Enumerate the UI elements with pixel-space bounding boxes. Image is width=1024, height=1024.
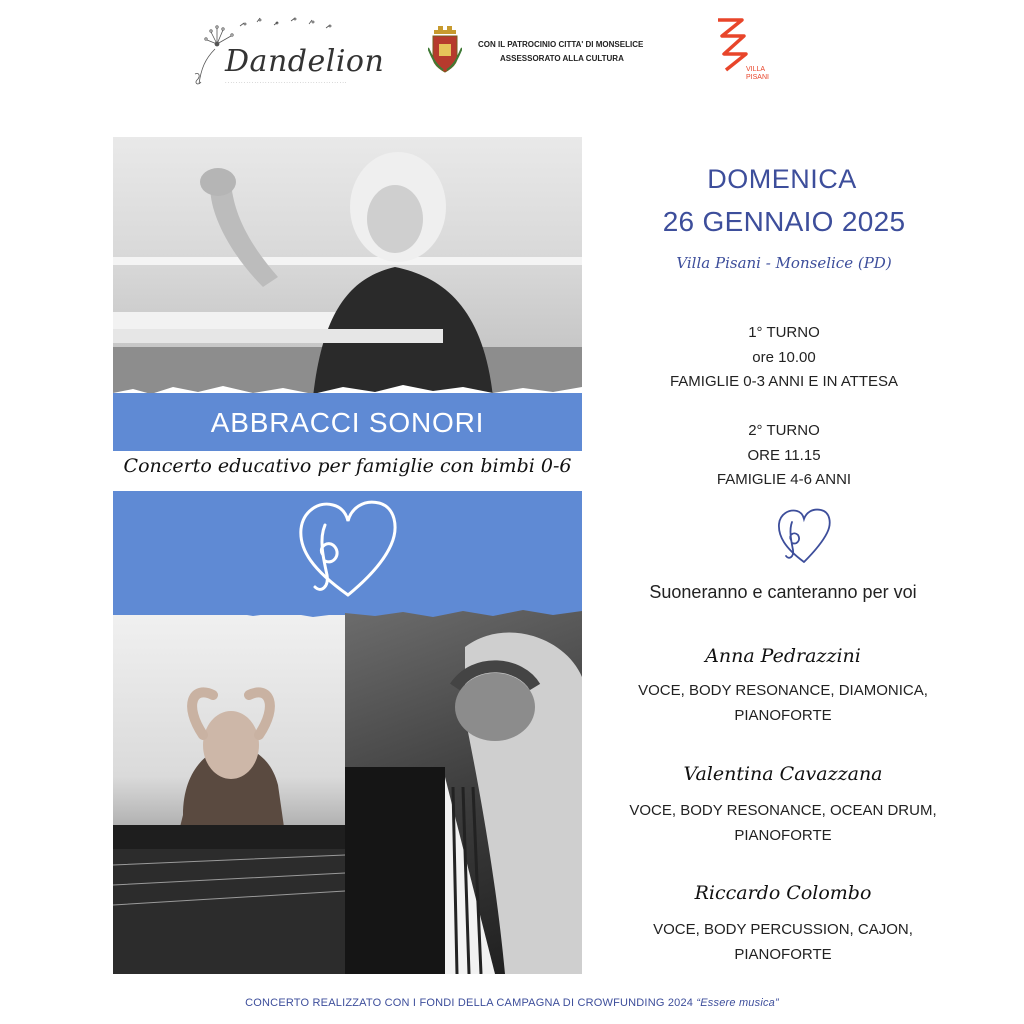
footer-credit [0,997,1024,1009]
performer-roles [560,679,1006,728]
turn-label: 1° TURNO [748,324,820,341]
poster-subtitle: Concerto educativo per famiglie con bimbi 0-6 [123,455,572,477]
small-heart-treble-clef-icon [775,506,833,566]
patronage-text [478,38,648,66]
dandelion-wordmark: Dandelion [225,44,385,79]
roles-line-1: VOCE, BODY RESONANCE, DIAMONICA, [638,682,928,699]
turn-time: ore 10.00 [752,348,816,366]
performer-roles [560,918,1006,967]
monselice-crest-icon [428,26,462,74]
performer-name: Valentina Cavazzana [683,763,883,785]
roles-line-2: PIANOFORTE [734,826,832,844]
heart-treble-clef-icon [293,495,403,603]
villa-logo-line-1: VILLA [746,66,766,73]
event-date: 26 GENNAIO 2025 [662,206,906,237]
roles-line-2: PIANOFORTE [734,706,832,724]
performers-intro: Suoneranno e canteranno per voi [649,582,917,602]
villa-pisani-logo-text [746,66,769,82]
roles-line-2: PIANOFORTE [734,945,832,963]
dandelion-logo [185,14,385,90]
performer-name: Riccardo Colombo [694,882,872,904]
footer-text: CONCERTO REALIZZATO CON I FONDI DELLA CAMPAGNA DI CROWFUNDING 2024 [245,997,694,1009]
turn-block-1 [596,321,972,395]
patronage-line-2: ASSESSORATO ALLA CULTURA [500,54,624,63]
event-day: DOMENICA [707,164,857,194]
turn-time: ORE 11.15 [747,446,821,464]
footer-quote: “Essere musica” [696,997,779,1009]
photo-pianist-playing [345,607,582,974]
turn-label: 2° TURNO [748,422,820,439]
turn-audience: FAMIGLIE 4-6 ANNI [716,471,852,488]
singer-silhouette-illustration [113,137,582,397]
turn-audience: FAMIGLIE 0-3 ANNI E IN ATTESA [669,373,899,390]
villa-pisani-logo [712,14,784,80]
pianist-illustration [345,607,582,974]
turn-block-2 [596,419,972,493]
poster-title: ABBRACCI SONORI [210,407,485,438]
concert-poster [113,137,582,974]
torn-paper-edge-bottom [113,603,582,623]
photo-singer-at-piano [113,615,345,974]
photo-singer-with-keyboard [113,137,582,397]
roles-line-1: VOCE, BODY PERCUSSION, CAJON, [653,921,913,938]
performer-name: Anna Pedrazzini [705,645,861,667]
event-place: Villa Pisani - Monselice (PD) [676,254,892,272]
roles-line-1: VOCE, BODY RESONANCE, OCEAN DRUM, [629,802,937,819]
villa-logo-line-2: PISANI [746,74,769,81]
singer-piano-illustration [113,615,345,974]
patronage-line-1: CON IL PATROCINIO CITTA' DI MONSELICE [478,40,644,49]
dandelion-tagline-decoration: ·············································· [225,80,348,86]
heart-band [113,491,582,615]
performer-roles [560,799,1006,848]
